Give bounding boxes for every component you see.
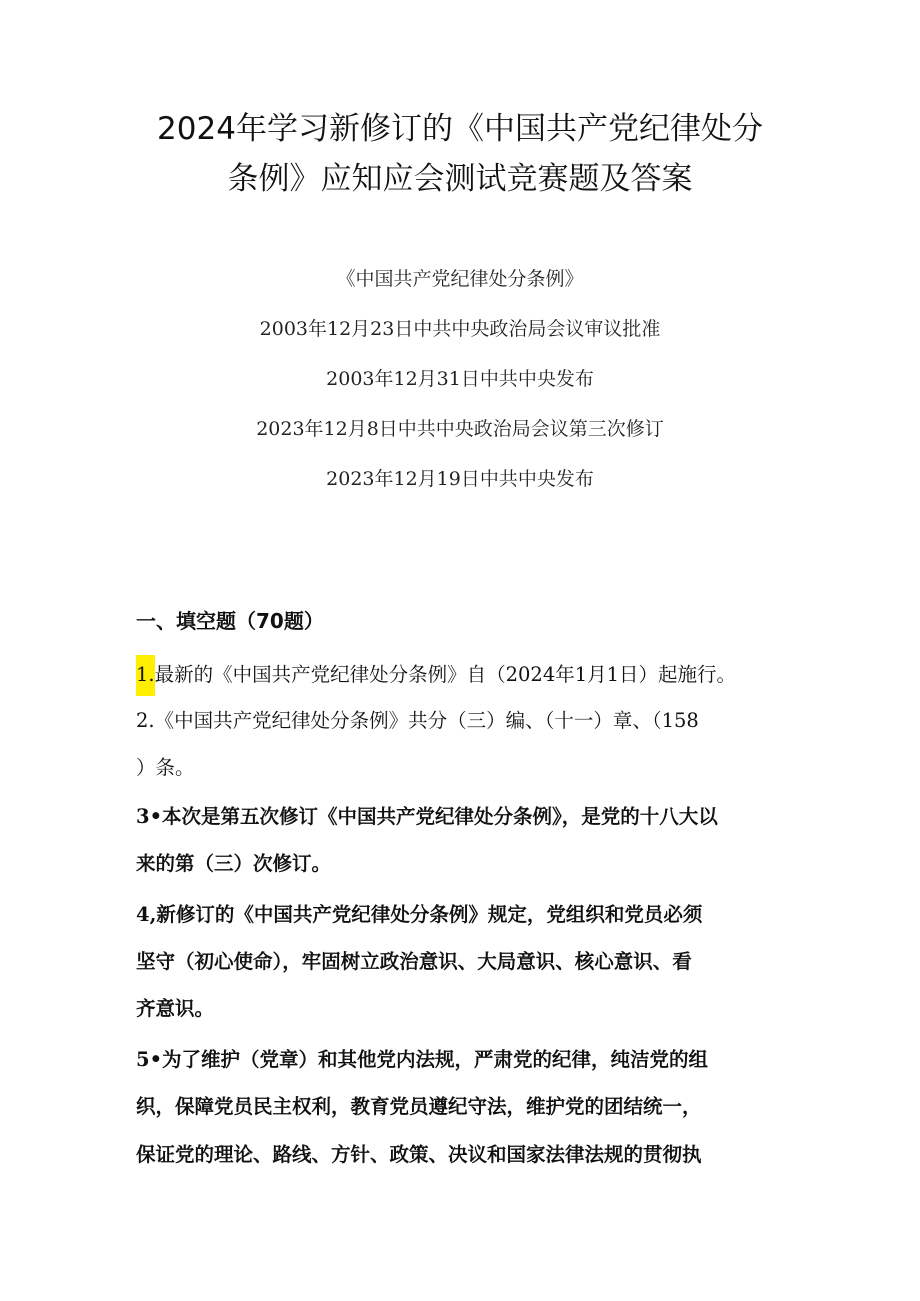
- title-line-1: 2024年学习新修订的《中国共产党纪律处分: [157, 111, 763, 147]
- question-3-line-1: 3•本次是第五次修订《中国共产党纪律处分条例》，是党的十八大以: [136, 805, 718, 828]
- regulation-name: 《中国共产党纪律处分条例》: [336, 268, 584, 290]
- question-5-line-2: 织，保障党员民主权利，教育党员遵纪守法，维护党的团结统一，: [136, 1095, 702, 1118]
- title-line-2: 条例》应知应会测试竞赛题及答案: [227, 161, 693, 197]
- release-date-line: 2003年12月31日中共中央发布: [326, 368, 594, 390]
- document-metadata: [130, 262, 790, 512]
- question-1: [136, 658, 736, 692]
- question-2-line-1: 2.《中国共产党纪律处分条例》共分（三）编、（十一）章、（158: [136, 709, 699, 732]
- question-1-number: 1.: [136, 655, 155, 696]
- revision-date-line: 2023年12月8日中共中央政治局会议第三次修订: [256, 418, 664, 440]
- question-5-line-3: 保证党的理论、路线、方针、政策、决议和国家法律法规的贯彻执: [136, 1143, 702, 1166]
- section-heading: 一、填空题（70题）: [136, 609, 324, 633]
- question-3-line-2: 来的第（三）次修订。: [136, 852, 332, 875]
- question-1-text: 最新的《中国共产党纪律处分条例》自（2024年1月1日）起施行。: [154, 663, 737, 686]
- approval-date-line: 2003年12月23日中共中央政治局会议审议批准: [259, 318, 661, 340]
- question-4-line-2: 坚守（初心使命），牢固树立政治意识、大局意识、核心意识、看: [136, 950, 692, 973]
- revised-release-date-line: 2023年12月19日中共中央发布: [326, 468, 594, 490]
- document-title: [110, 104, 810, 204]
- question-4-line-3: 齐意识。: [136, 997, 215, 1020]
- question-4-line-1: 4,新修订的《中国共产党纪律处分条例》规定，党组织和党员必须: [136, 903, 703, 926]
- question-5-line-1: 5•为了维护（党章）和其他党内法规，严肃党的纪律，纯洁党的组: [136, 1048, 709, 1071]
- question-2-line-2: ）条。: [136, 756, 195, 779]
